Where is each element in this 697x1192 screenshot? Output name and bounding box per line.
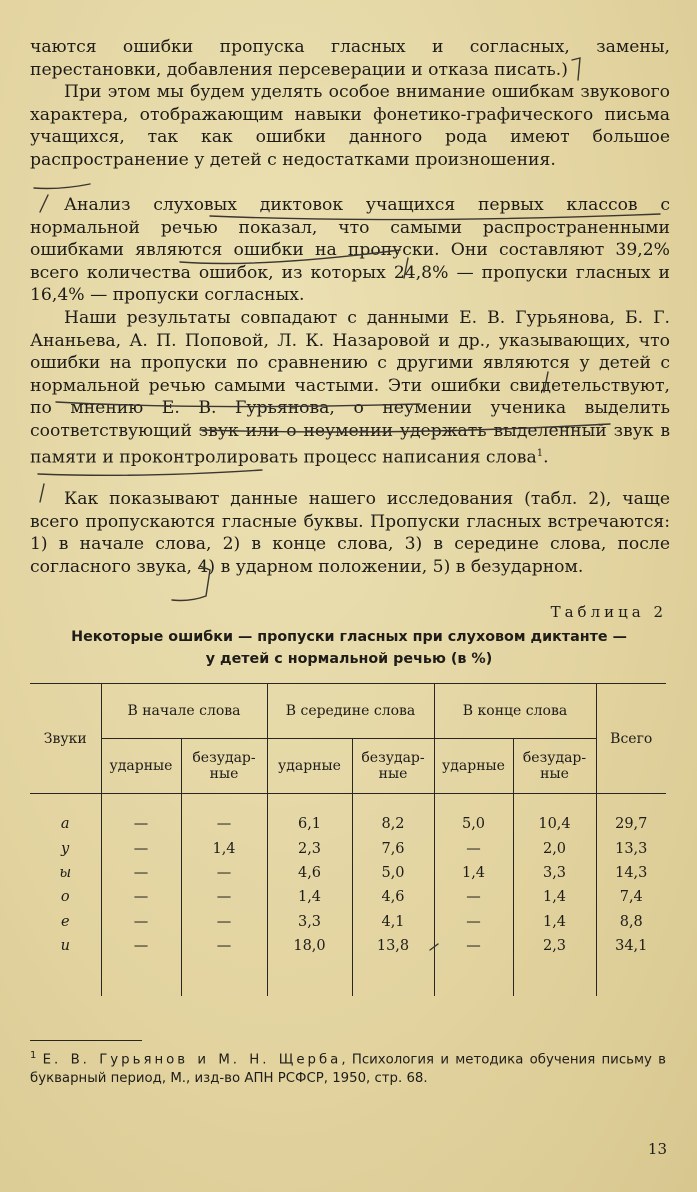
table-row (30, 910, 666, 934)
header-middle-of-word: В середине слова (267, 684, 434, 739)
cell-value: 2,3 (513, 934, 596, 958)
cell-value: — (101, 885, 181, 909)
header-start-of-word: В начале слова (101, 684, 267, 739)
pencil-underline-mark (38, 470, 262, 475)
cell-value: — (434, 910, 513, 934)
cell-sound: ы (59, 864, 72, 881)
table-row (30, 934, 666, 958)
cell-sound: а (60, 816, 70, 833)
footnote-divider (30, 1040, 142, 1041)
cell-value: 4,6 (352, 885, 434, 909)
cell-sound: о (60, 889, 70, 906)
footnote: $^1$ Е. В. Гурьянов и М. Н. Щерба, Психология и методика обучения письму в букварный период, М., изд-во АПН РСФСР, 1950, стр. 68. (30, 1050, 666, 1087)
table-caption-line-1: Некоторые ошибки — пропуски гласных при слуховом диктанте — (71, 629, 627, 645)
vowel-omission-table (30, 683, 666, 996)
paragraph-2: При этом мы будем уделять особое внимание ошибкам звукового характера, отображающим навыки фонетико-графического письма учащихся, так как ошибки данного рода имеют большое распространение у детей с недостатками произношения. (30, 82, 670, 170)
cell-value: — (101, 836, 181, 860)
cell-value: — (181, 910, 267, 934)
cell-value: 1,4 (434, 861, 513, 885)
footnote-authors: Е. В. Гурьянов и М. Н. Щерба (42, 1052, 342, 1068)
cell-value: — (101, 861, 181, 885)
table-row (30, 861, 666, 885)
paragraph-5: Как показывают данные нашего исследования (табл. 2), чаще всего пропускаются гласные буквы. Пропуски гласных встречаются: 1) в начале слова, 2) в конце слова, 3) в середине слова, после согласного звука, 4) в ударном положении, 5) в безударном. (30, 489, 670, 577)
cell-total: 8,8 (596, 910, 666, 934)
pencil-underline-mark (34, 184, 90, 189)
paragraph-4: Наши результаты совпадают с данными Е. В. Гурьянова, Б. Г. Ананьева, А. П. Поповой, Л. К. Назаровой и др., указывающих, что ошибки на пропуски по сравнению с другими являются у детей с нормальной речью самыми частыми. Эти ошибки свидетельствуют, по мнению Е. В. Гурьянова, о неумении ученика выделить соответствующий звук или о неумении удержать выделенный звук в памяти и проконтролировать процесс написания слова$^1$. (30, 308, 670, 468)
table-label: Таблица 2 (550, 603, 667, 621)
paragraph-1: чаются ошибки пропуска гласных и согласных, замены, перестановки, добавления персеверации и отказа писать.) (30, 37, 670, 80)
header-stressed: ударные (434, 739, 513, 794)
cell-sound: е (60, 913, 70, 930)
page-number: 13 (647, 1140, 667, 1158)
cell-value: 18,0 (267, 934, 352, 958)
cell-value: 1,4 (267, 885, 352, 909)
cell-value: 3,3 (267, 910, 352, 934)
cell-value: 6,1 (267, 812, 352, 836)
footnote-text: , Психология и методика обучения письму в букварный период, М., изд-во АПН РСФСР, 1950, стр. 68. (30, 1052, 666, 1087)
cell-sound: и (60, 938, 70, 955)
cell-value: — (101, 934, 181, 958)
cell-value: — (101, 812, 181, 836)
header-total: Всего (596, 684, 666, 794)
cell-total: 14,3 (596, 861, 666, 885)
cell-value: — (181, 885, 267, 909)
table-row (30, 885, 666, 909)
cell-value: 3,3 (513, 861, 596, 885)
cell-total: 13,3 (596, 836, 666, 860)
header-stressed: ударные (101, 739, 181, 794)
cell-value: 4,1 (352, 910, 434, 934)
cell-value: — (434, 934, 513, 958)
cell-value: — (181, 934, 267, 958)
header-sounds: Звуки (30, 684, 101, 794)
cell-value: 5,0 (352, 861, 434, 885)
table-row (30, 836, 666, 860)
cell-value: 1,4 (513, 910, 596, 934)
cell-value: 2,0 (513, 836, 596, 860)
cell-total: 34,1 (596, 934, 666, 958)
cell-total: 7,4 (596, 885, 666, 909)
header-unstressed: безудар- ные (513, 739, 596, 794)
table-row (30, 812, 666, 836)
cell-value: — (181, 812, 267, 836)
cell-value: 10,4 (513, 812, 596, 836)
cell-value: 5,0 (434, 812, 513, 836)
cell-value: — (434, 885, 513, 909)
header-end-of-word: В конце слова (434, 684, 596, 739)
cell-value: 7,6 (352, 836, 434, 860)
cell-value: 1,4 (181, 836, 267, 860)
cell-value: 1,4 (513, 885, 596, 909)
table-caption (24, 626, 674, 670)
header-unstressed: безудар- ные (181, 739, 267, 794)
footnote-reference: 1 (536, 447, 544, 459)
cell-value: — (101, 910, 181, 934)
cell-value: 4,6 (267, 861, 352, 885)
header-unstressed: безудар- ные (352, 739, 434, 794)
cell-value: 2,3 (267, 836, 352, 860)
cell-value: — (434, 836, 513, 860)
cell-value: 13,8 (352, 934, 434, 958)
cell-sound: у (61, 840, 70, 857)
cell-value: 8,2 (352, 812, 434, 836)
cell-total: 29,7 (596, 812, 666, 836)
header-stressed: ударные (267, 739, 352, 794)
table-caption-line-2: у детей с нормальной речью (в %) (205, 651, 493, 667)
cell-value: — (181, 861, 267, 885)
paragraph-3: Анализ слуховых диктовок учащихся первых классов с нормальной речью показал, что самыми распространенными ошибками являются ошибки на пропуски. Они составляют 39,2% всего количества ошибок, из которых 24,8% — пропуски гласных и 16,4% — пропуски согласных. (30, 195, 670, 306)
